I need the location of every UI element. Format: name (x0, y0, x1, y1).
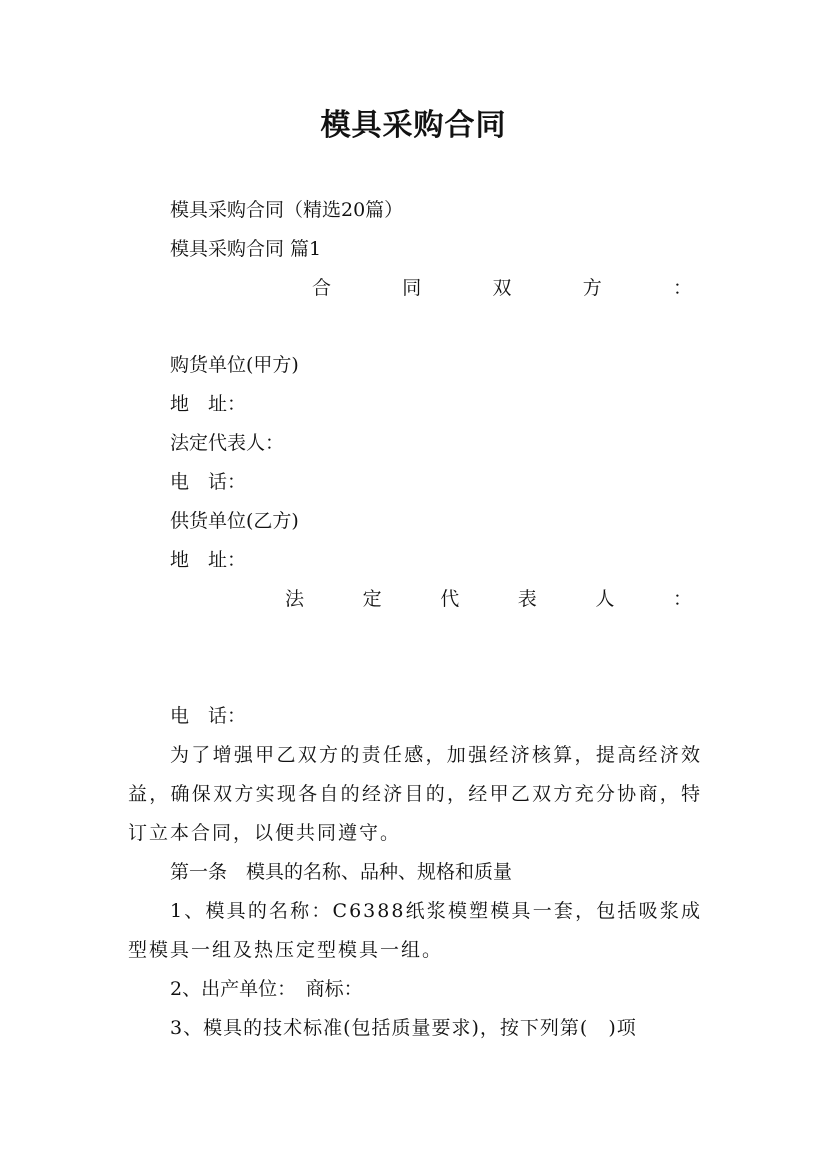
document-subtitle: 模具采购合同（精选20篇） (170, 199, 404, 221)
parties-char: ： (672, 277, 692, 299)
parties-char: 同 (402, 277, 422, 299)
buyer-unit-label: 购货单位(甲方) (170, 354, 299, 376)
parties-char: 双 (492, 277, 512, 299)
item-1-paragraph: 1、模具的名称：C6388纸浆模塑模具一套，包括吸浆成型模具一组及热压定型模具一组。 (128, 900, 702, 961)
section-heading: 模具采购合同 篇1 (170, 238, 322, 260)
legal-rep-char: 定 (362, 588, 382, 610)
buyer-legal-rep-label: 法定代表人： (170, 432, 285, 454)
legal-rep-char: 代 (440, 588, 460, 610)
legal-rep-char: 法 (285, 588, 305, 610)
seller-phone-label: 电 话： (170, 705, 247, 727)
document-title: 模具采购合同 (320, 108, 507, 143)
seller-address-label: 地 址： (170, 549, 247, 571)
item-3-paragraph: 3、模具的技术标准(包括质量要求)，按下列第( )项 (170, 1017, 637, 1039)
parties-char: 合 (312, 277, 332, 299)
parties-char: 方 (582, 277, 602, 299)
contract-parties-heading (312, 269, 692, 308)
article-1-heading: 第一条 模具的名称、品种、规格和质量 (170, 861, 513, 883)
legal-rep-char: 人 (595, 588, 615, 610)
legal-rep-char: 表 (517, 588, 537, 610)
seller-legal-rep-label (285, 580, 692, 619)
buyer-address-label: 地 址： (170, 393, 247, 415)
intro-paragraph: 为了增强甲乙双方的责任感，加强经济核算，提高经济效益，确保双方实现各自的经济目的，经甲乙双方充分协商，特订立本合同，以便共同遵守。 (128, 744, 702, 844)
legal-rep-char: ： (672, 588, 692, 610)
seller-unit-label: 供货单位(乙方) (170, 510, 299, 532)
buyer-phone-label: 电 话： (170, 471, 247, 493)
item-2-paragraph: 2、出产单位： 商标： (170, 978, 363, 1000)
